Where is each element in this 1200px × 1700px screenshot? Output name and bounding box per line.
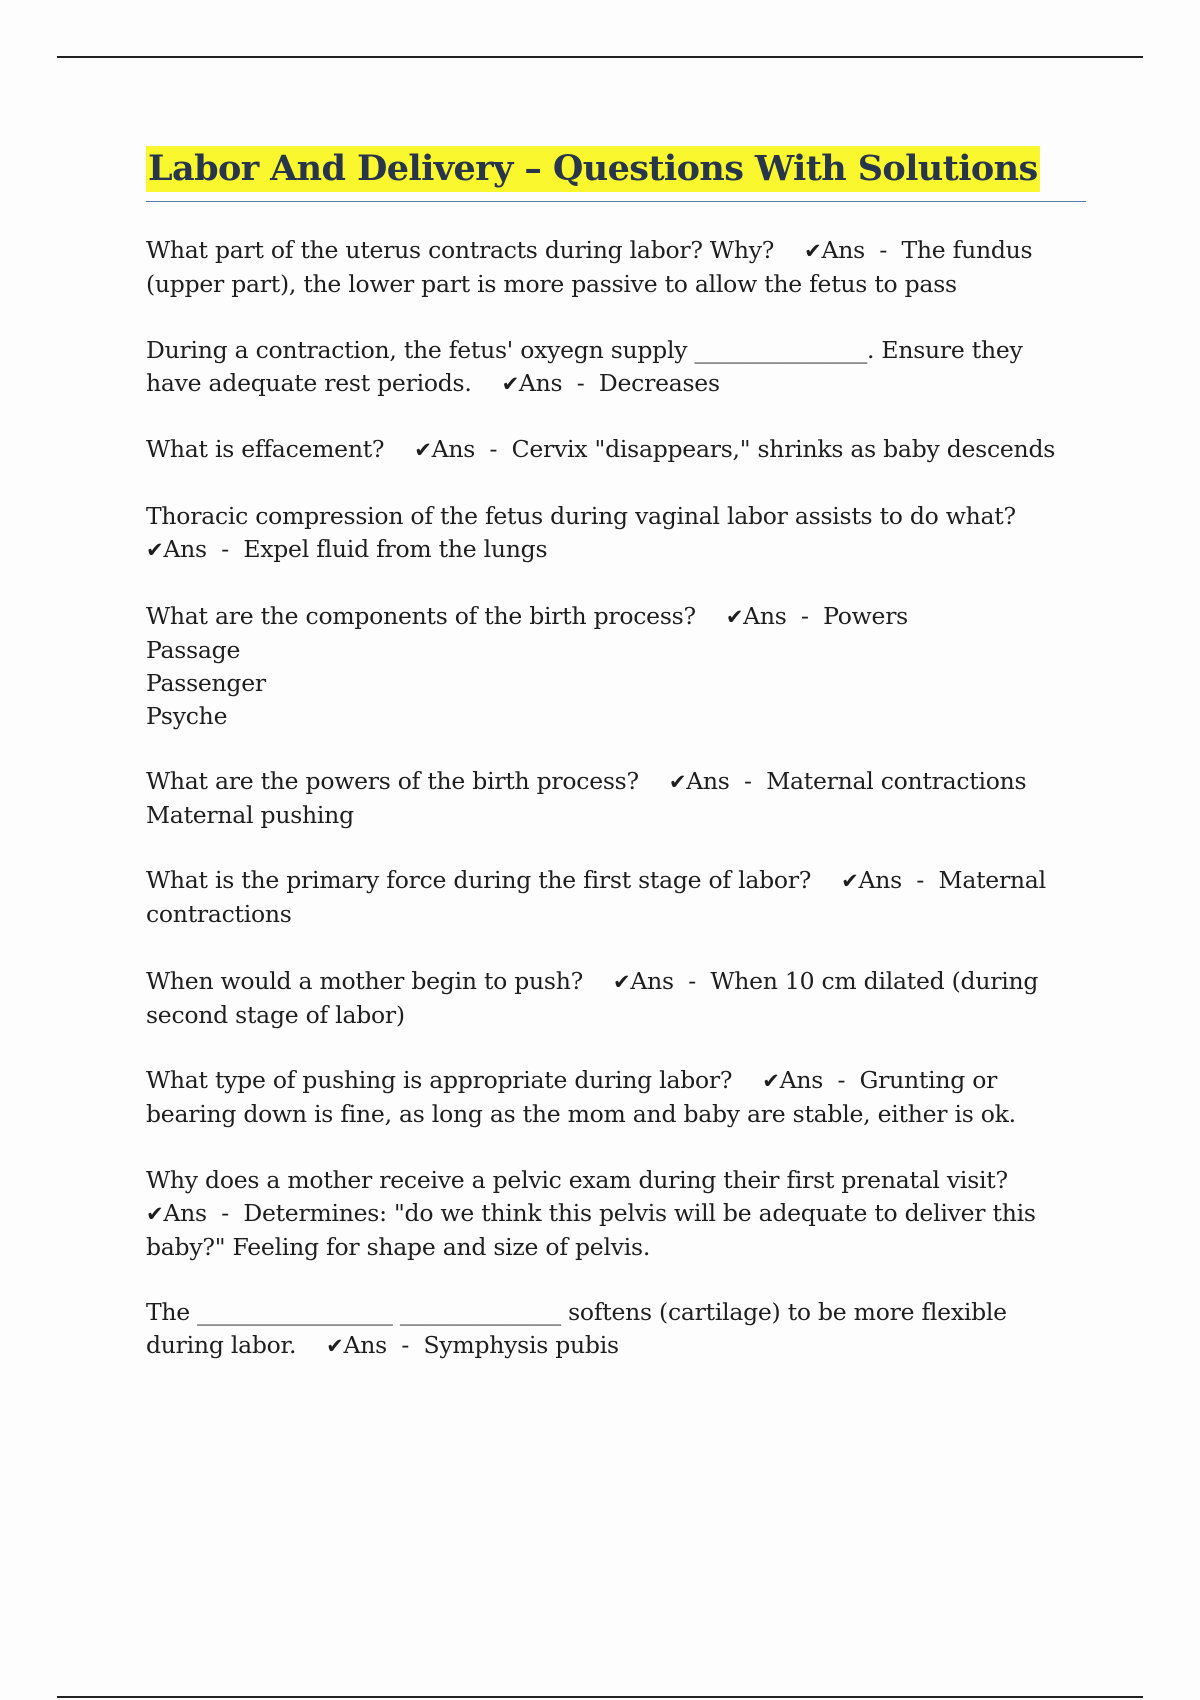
qa-line xyxy=(146,965,1096,999)
question-text: Why does a mother receive a pelvic exam during their first prenatal visit? xyxy=(146,1166,1008,1194)
question-continuation: have adequate rest periods. xyxy=(146,369,472,397)
answer-text: Cervix "disappears," shrinks as baby descends xyxy=(511,435,1056,463)
question-text: What are the powers of the birth process? xyxy=(146,767,639,795)
answer-label: Ans - xyxy=(779,1066,860,1094)
checkmark-icon: ✔ xyxy=(841,869,859,893)
page-title: Labor And Delivery – Questions With Solutions xyxy=(146,146,1040,192)
answer-label: Ans - xyxy=(518,369,599,397)
qa-line xyxy=(146,765,1096,799)
answer-line: Psyche xyxy=(146,702,228,730)
answer-label: Ans - xyxy=(431,435,512,463)
answer-line: Passenger xyxy=(146,669,266,697)
qa-item-1 xyxy=(146,234,1096,301)
answer-label: Ans - xyxy=(343,1331,424,1359)
qa-item-7 xyxy=(146,864,1096,931)
qa-line xyxy=(146,1329,1096,1363)
qa-item-11 xyxy=(146,1296,1096,1363)
answer-continuation: (upper part), the lower part is more passive to allow the fetus to pass xyxy=(146,270,957,298)
qa-line xyxy=(146,367,1096,401)
answer-continuation: contractions xyxy=(146,900,292,928)
answer-text: Powers xyxy=(823,602,908,630)
question-text: What type of pushing is appropriate during labor? xyxy=(146,1066,733,1094)
checkmark-icon: ✔ xyxy=(146,538,164,562)
answer-label: Ans - xyxy=(163,535,244,563)
question-text: When would a mother begin to push? xyxy=(146,967,583,995)
qa-line xyxy=(146,533,1096,567)
answer-label: Ans - xyxy=(858,866,939,894)
checkmark-icon: ✔ xyxy=(146,1202,164,1226)
answer-text: Maternal contractions xyxy=(766,767,1027,795)
checkmark-icon: ✔ xyxy=(762,1069,780,1093)
checkmark-icon: ✔ xyxy=(725,605,744,629)
answer-text: The fundus xyxy=(901,236,1033,264)
qa-line xyxy=(146,1197,1096,1231)
answer-text: Grunting or xyxy=(859,1066,998,1094)
title-block xyxy=(146,146,1086,202)
qa-line xyxy=(146,864,1096,898)
question-continuation: during labor. xyxy=(146,1331,297,1359)
bottom-rule xyxy=(57,1696,1143,1698)
qa-item-10 xyxy=(146,1164,1096,1264)
qa-item-6 xyxy=(146,765,1096,832)
qa-line xyxy=(146,234,1096,268)
answer-label: Ans - xyxy=(821,236,902,264)
answer-text: Maternal xyxy=(938,866,1046,894)
qa-item-4 xyxy=(146,500,1096,567)
top-rule xyxy=(57,56,1143,58)
checkmark-icon: ✔ xyxy=(501,372,519,396)
checkmark-icon: ✔ xyxy=(668,770,687,794)
answer-continuation: second stage of labor) xyxy=(146,1001,405,1029)
question-text: During a contraction, the fetus' oxyegn supply _______________. Ensure they xyxy=(146,336,1023,364)
answer-label: Ans - xyxy=(686,767,767,795)
checkmark-icon: ✔ xyxy=(612,970,631,994)
question-text: The _________________ ______________ softens (cartilage) to be more flexible xyxy=(146,1298,1007,1326)
answer-line: Maternal pushing xyxy=(146,801,354,829)
checkmark-icon: ✔ xyxy=(326,1334,344,1358)
qa-line xyxy=(146,1064,1096,1098)
qa-item-2 xyxy=(146,334,1096,401)
answer-text: Expel fluid from the lungs xyxy=(243,535,548,563)
answer-continuation: bearing down is fine, as long as the mom and baby are stable, either is ok. xyxy=(146,1100,1016,1128)
answer-label: Ans - xyxy=(630,967,711,995)
answer-label: Ans - xyxy=(743,602,824,630)
answer-line: Passage xyxy=(146,636,241,664)
checkmark-icon: ✔ xyxy=(414,438,432,462)
question-text: What is the primary force during the first stage of labor? xyxy=(146,866,812,894)
qa-line xyxy=(146,433,1096,467)
question-text: What is effacement? xyxy=(146,435,385,463)
qa-item-8 xyxy=(146,965,1096,1032)
qa-item-9 xyxy=(146,1064,1096,1131)
answer-text: Determines: "do we think this pelvis will be adequate to deliver this xyxy=(243,1199,1036,1227)
question-text: What part of the uterus contracts during labor? Why? xyxy=(146,236,775,264)
answer-text: Symphysis pubis xyxy=(423,1331,619,1359)
answer-text: When 10 cm dilated (during xyxy=(710,967,1039,995)
checkmark-icon: ✔ xyxy=(804,239,822,263)
answer-text: Decreases xyxy=(598,369,720,397)
question-text: What are the components of the birth process? xyxy=(146,602,696,630)
qa-line xyxy=(146,600,1096,634)
question-text: Thoracic compression of the fetus during vaginal labor assists to do what? xyxy=(146,502,1016,530)
answer-label: Ans - xyxy=(163,1199,244,1227)
qa-item-5 xyxy=(146,600,1096,733)
qa-item-3 xyxy=(146,433,1096,467)
answer-continuation: baby?" Feeling for shape and size of pelvis. xyxy=(146,1233,651,1261)
